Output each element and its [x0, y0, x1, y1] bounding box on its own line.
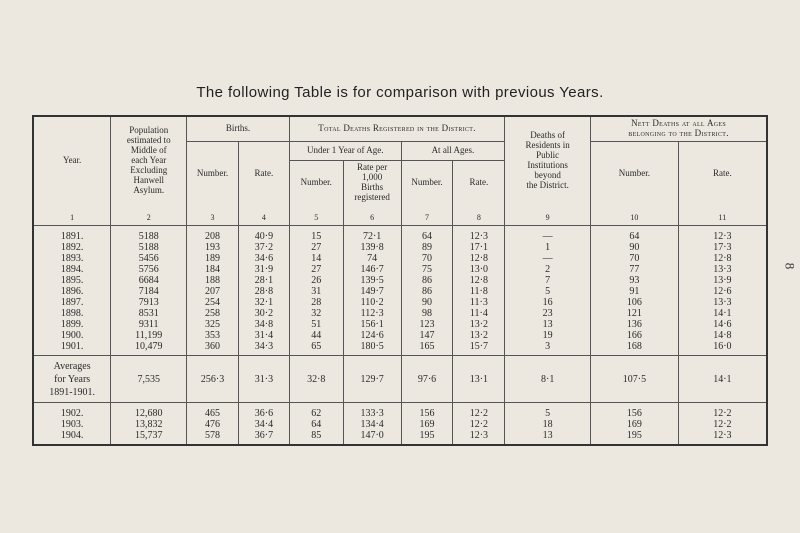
table-row [33, 341, 767, 352]
comparison-table [32, 115, 768, 446]
page-title: The following Table is for comparison with previous Years. [196, 84, 604, 101]
value-cell: 13·3 [678, 297, 767, 308]
value-cell: 12·8 [678, 253, 767, 264]
value-cell: 254 [187, 297, 239, 308]
year-cell: 1896. [33, 286, 111, 297]
value-cell: 147·0 [343, 430, 401, 441]
value-cell: 30·2 [239, 308, 290, 319]
value-cell: 12·3 [453, 430, 505, 441]
value-cell: 85 [289, 430, 343, 441]
header-line: Hanwell [133, 174, 164, 185]
value-cell: 110·2 [343, 297, 401, 308]
value-cell: 23 [505, 308, 591, 319]
value-cell: 12,680 [111, 408, 187, 419]
value-cell: 360 [187, 341, 239, 352]
column-number: 10 [591, 205, 679, 226]
value-cell: 89 [401, 242, 453, 253]
value-cell: 13·2 [453, 330, 505, 341]
value-cell: 258 [187, 308, 239, 319]
value-cell: 14·8 [678, 330, 767, 341]
value-cell: 193 [187, 242, 239, 253]
nett-rate-header: Rate. [678, 142, 767, 206]
value-cell: 12·2 [453, 419, 505, 430]
value-cell: 31·4 [239, 330, 290, 341]
value-cell: 32·1 [239, 297, 290, 308]
table-row [33, 408, 767, 419]
value-cell: 12·3 [678, 231, 767, 242]
value-cell: 3 [505, 341, 591, 352]
value-cell: 17·3 [678, 242, 767, 253]
all-ages-rate-header: Rate. [453, 161, 505, 206]
value-cell: 91 [591, 286, 679, 297]
value-cell: 65 [289, 341, 343, 352]
value-cell: 36·6 [239, 408, 290, 419]
table-row [33, 242, 767, 253]
table-row [33, 231, 767, 242]
value-cell: 189 [187, 253, 239, 264]
infant-rate-header [343, 161, 401, 206]
value-cell: 37·2 [239, 242, 290, 253]
averages-label-line: Averages [53, 360, 91, 372]
value-cell: 16 [505, 297, 591, 308]
under-1-header: Under 1 Year of Age. [289, 142, 401, 161]
column-number: 8 [453, 205, 505, 226]
header-line: Institutions [527, 160, 568, 170]
header-line: 1,000 [362, 172, 383, 183]
table-row [33, 319, 767, 330]
value-cell: 2 [505, 264, 591, 275]
value-cell: 195 [401, 430, 453, 441]
births-number-header: Number. [187, 142, 239, 206]
value-cell: 12·2 [678, 408, 767, 419]
header-line: Deaths of [530, 130, 566, 141]
value-cell: 31·9 [239, 264, 290, 275]
value-cell: 136 [591, 319, 679, 330]
table-row [33, 297, 767, 308]
value-cell: 149·7 [343, 286, 401, 297]
header-line: registered [354, 191, 390, 202]
averages-row [33, 356, 767, 403]
value-cell: 70 [401, 253, 453, 264]
year-cell: 1891. [33, 231, 111, 242]
value-cell: 15,737 [111, 430, 187, 441]
value-cell: 156 [591, 408, 679, 419]
value-cell: 134·4 [343, 419, 401, 430]
header-line: beyond [534, 169, 561, 180]
value-cell: 146·7 [343, 264, 401, 275]
header-line: Rate per [357, 162, 388, 173]
all-ages-header: At all Ages. [401, 142, 505, 161]
year-cell: 1897. [33, 297, 111, 308]
value-cell: 12·6 [678, 286, 767, 297]
header-line: Residents in [525, 140, 570, 151]
column-number-row [33, 205, 767, 226]
value-cell: 70 [591, 253, 679, 264]
nett-number-header: Number. [591, 142, 679, 206]
year-cell: 1895. [33, 275, 111, 286]
average-value-cell: 256·3 [187, 356, 239, 403]
value-cell: 12·3 [678, 430, 767, 441]
value-cell: 7184 [111, 286, 187, 297]
value-cell: 72·1 [343, 231, 401, 242]
total-deaths-header: Total Deaths Registered in the District. [289, 116, 504, 142]
table-row [33, 330, 767, 341]
population-header [111, 116, 187, 205]
value-cell: 166 [591, 330, 679, 341]
average-value-cell: 31·3 [239, 356, 290, 403]
nett-deaths-header [591, 116, 767, 142]
value-cell: 5756 [111, 264, 187, 275]
value-cell: 208 [187, 231, 239, 242]
column-number: 3 [187, 205, 239, 226]
value-cell: 26 [289, 275, 343, 286]
value-cell: 169 [591, 419, 679, 430]
value-cell: 86 [401, 275, 453, 286]
value-cell: 75 [401, 264, 453, 275]
value-cell: 51 [289, 319, 343, 330]
year-cell: 1904. [33, 430, 111, 441]
average-value-cell: 32·8 [289, 356, 343, 403]
value-cell: 168 [591, 341, 679, 352]
value-cell: 15 [289, 231, 343, 242]
average-value-cell: 8·1 [505, 356, 591, 403]
value-cell: 28·8 [239, 286, 290, 297]
spacer-row [33, 441, 767, 445]
value-cell: 5 [505, 408, 591, 419]
average-value-cell: 14·1 [678, 356, 767, 403]
value-cell: 16·0 [678, 341, 767, 352]
value-cell: 7 [505, 275, 591, 286]
value-cell: 147 [401, 330, 453, 341]
value-cell: 90 [591, 242, 679, 253]
value-cell: — [505, 231, 591, 242]
header-line: Asylum. [133, 184, 165, 195]
page-number: 8 [781, 262, 797, 270]
value-cell: 11·8 [453, 286, 505, 297]
value-cell: 12·8 [453, 275, 505, 286]
year-cell: 1898. [33, 308, 111, 319]
year-cell: 1894. [33, 264, 111, 275]
column-number: 5 [289, 205, 343, 226]
header-line: estimated to [126, 135, 171, 146]
births-header: Births. [187, 116, 290, 142]
value-cell: 14·6 [678, 319, 767, 330]
value-cell: 11·4 [453, 308, 505, 319]
value-cell: 133·3 [343, 408, 401, 419]
value-cell: 44 [289, 330, 343, 341]
value-cell: 64 [591, 231, 679, 242]
value-cell: 34·4 [239, 419, 290, 430]
value-cell: 5188 [111, 242, 187, 253]
header-line: Population [129, 125, 169, 136]
table-header [33, 116, 767, 226]
value-cell: 15·7 [453, 341, 505, 352]
year-cell: 1902. [33, 408, 111, 419]
value-cell: 28 [289, 297, 343, 308]
value-cell: 12·2 [678, 419, 767, 430]
value-cell: 14·1 [678, 308, 767, 319]
value-cell: 62 [289, 408, 343, 419]
value-cell: 465 [187, 408, 239, 419]
value-cell: 34·3 [239, 341, 290, 352]
value-cell: 112·3 [343, 308, 401, 319]
value-cell: 325 [187, 319, 239, 330]
value-cell: 156 [401, 408, 453, 419]
header-line: belonging to the District. [628, 128, 729, 138]
table-body [33, 226, 767, 446]
column-number: 2 [111, 205, 187, 226]
value-cell: 195 [591, 430, 679, 441]
value-cell: 93 [591, 275, 679, 286]
value-cell: 8531 [111, 308, 187, 319]
value-cell: 31 [289, 286, 343, 297]
column-number: 6 [343, 205, 401, 226]
average-value-cell: 129·7 [343, 356, 401, 403]
value-cell: 5188 [111, 231, 187, 242]
value-cell: 19 [505, 330, 591, 341]
value-cell: 476 [187, 419, 239, 430]
column-number: 1 [33, 205, 111, 226]
average-value-cell: 13·1 [453, 356, 505, 403]
value-cell: 32 [289, 308, 343, 319]
table-row [33, 275, 767, 286]
value-cell: 1 [505, 242, 591, 253]
value-cell: 17·1 [453, 242, 505, 253]
value-cell: 18 [505, 419, 591, 430]
value-cell: 90 [401, 297, 453, 308]
column-number: 11 [678, 205, 767, 226]
value-cell: 64 [289, 419, 343, 430]
value-cell: 12·3 [453, 231, 505, 242]
table-row [33, 264, 767, 275]
value-cell: 10,479 [111, 341, 187, 352]
value-cell: 40·9 [239, 231, 290, 242]
value-cell: 86 [401, 286, 453, 297]
value-cell: 13 [505, 430, 591, 441]
header-line: Nett Deaths at all Ages [631, 118, 726, 129]
value-cell: 11,199 [111, 330, 187, 341]
value-cell: 156·1 [343, 319, 401, 330]
header-line: each Year [131, 155, 167, 166]
value-cell: 13·2 [453, 319, 505, 330]
table-row [33, 253, 767, 264]
year-cell: 1900. [33, 330, 111, 341]
average-value-cell: 97·6 [401, 356, 453, 403]
year-cell: 1893. [33, 253, 111, 264]
averages-label [33, 356, 111, 403]
table-row [33, 308, 767, 319]
births-rate-header: Rate. [239, 142, 290, 206]
header-line: the District. [526, 179, 569, 190]
table-row [33, 430, 767, 441]
value-cell: 169 [401, 419, 453, 430]
value-cell: 9311 [111, 319, 187, 330]
average-value-cell: 107·5 [591, 356, 679, 403]
value-cell: 13,832 [111, 419, 187, 430]
value-cell: 123 [401, 319, 453, 330]
value-cell: 139·8 [343, 242, 401, 253]
value-cell: 13·3 [678, 264, 767, 275]
value-cell: 34·8 [239, 319, 290, 330]
header-line: Middle of [130, 145, 167, 156]
value-cell: 353 [187, 330, 239, 341]
value-cell: 12·2 [453, 408, 505, 419]
year-cell: 1899. [33, 319, 111, 330]
year-header: Year. [33, 116, 111, 205]
table-row [33, 419, 767, 430]
year-cell: 1903. [33, 419, 111, 430]
year-cell: 1901. [33, 341, 111, 352]
value-cell: 165 [401, 341, 453, 352]
column-number: 7 [401, 205, 453, 226]
header-line: Births [361, 182, 384, 192]
value-cell: 180·5 [343, 341, 401, 352]
value-cell: 106 [591, 297, 679, 308]
value-cell: 27 [289, 264, 343, 275]
value-cell: 124·6 [343, 330, 401, 341]
average-value-cell: 7,535 [111, 356, 187, 403]
value-cell: 6684 [111, 275, 187, 286]
value-cell: 5 [505, 286, 591, 297]
value-cell: 28·1 [239, 275, 290, 286]
infant-number-header: Number. [289, 161, 343, 206]
value-cell: 14 [289, 253, 343, 264]
all-ages-number-header: Number. [401, 161, 453, 206]
value-cell: 188 [187, 275, 239, 286]
value-cell: 13 [505, 319, 591, 330]
value-cell: 27 [289, 242, 343, 253]
residents-deaths-header [505, 116, 591, 205]
table-row [33, 286, 767, 297]
value-cell: 5456 [111, 253, 187, 264]
header-line: Excluding [130, 164, 168, 175]
value-cell: 139·5 [343, 275, 401, 286]
value-cell: 36·7 [239, 430, 290, 441]
averages-label-line: 1891-1901. [49, 386, 96, 398]
value-cell: 12·8 [453, 253, 505, 264]
value-cell: — [505, 253, 591, 264]
header-line: Public [536, 150, 560, 161]
value-cell: 578 [187, 430, 239, 441]
value-cell: 13·9 [678, 275, 767, 286]
value-cell: 34·6 [239, 253, 290, 264]
value-cell: 77 [591, 264, 679, 275]
value-cell: 121 [591, 308, 679, 319]
value-cell: 98 [401, 308, 453, 319]
value-cell: 74 [343, 253, 401, 264]
column-number: 4 [239, 205, 290, 226]
value-cell: 184 [187, 264, 239, 275]
value-cell: 7913 [111, 297, 187, 308]
value-cell: 64 [401, 231, 453, 242]
value-cell: 11·3 [453, 297, 505, 308]
value-cell: 13·0 [453, 264, 505, 275]
year-cell: 1892. [33, 242, 111, 253]
column-number: 9 [505, 205, 591, 226]
value-cell: 207 [187, 286, 239, 297]
averages-label-line: for Years [54, 373, 91, 385]
